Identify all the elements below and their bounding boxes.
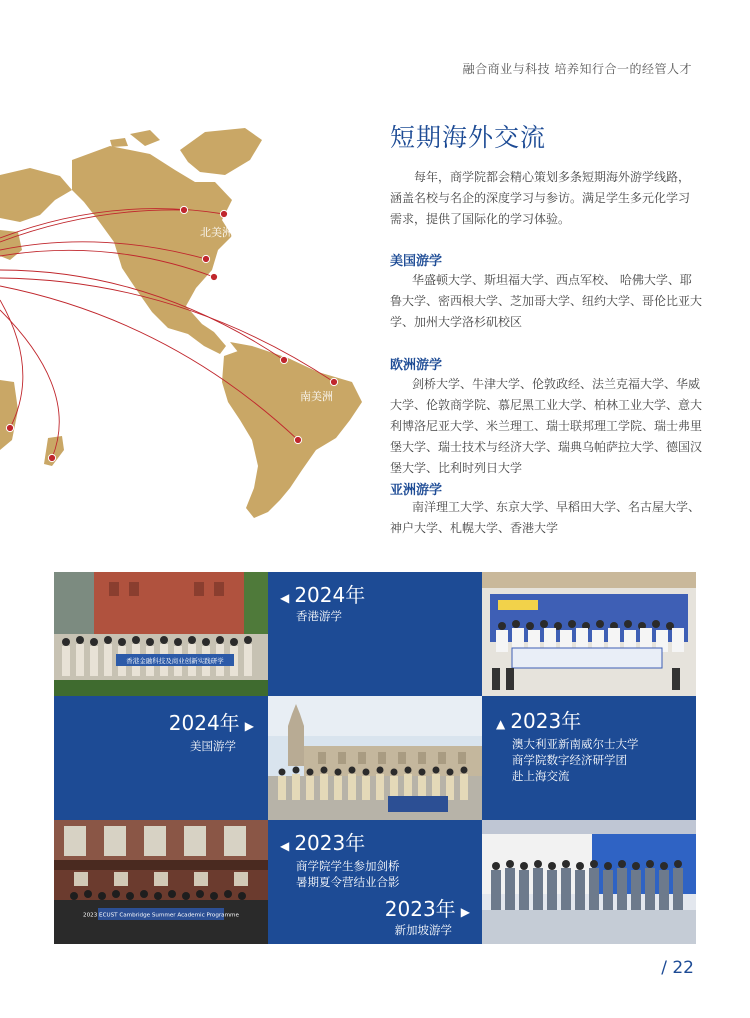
- asia-title: 亚洲游学: [390, 483, 443, 498]
- caption-au: [482, 696, 696, 820]
- photo-grid: [54, 572, 696, 946]
- caption-hk: [268, 572, 482, 696]
- caption-au-sub3: 赴上海交流: [512, 769, 570, 783]
- arrow-up-icon: ▲: [496, 717, 506, 731]
- banner-hk-text: 香港金融科技及商业创新实践研学: [126, 657, 224, 665]
- caption-cambridge-sg: [268, 820, 482, 944]
- usa-body: 华盛顿大学、斯坦福大学、西点军校、 哈佛大学、耶鲁大学、密西根大学、芝加哥大学、纽约大学、哥伦比亚大学、加州大学洛杉矶校区: [390, 273, 703, 329]
- caption-cam-sub1: 商学院学生参加剑桥: [296, 859, 400, 873]
- page-number: / 22: [661, 958, 694, 978]
- arrow-left-icon: ◀: [280, 839, 290, 853]
- photo-au-group: [482, 572, 696, 696]
- map-label-north-america: 北美洲: [200, 226, 233, 239]
- photo-hk-group: [54, 572, 268, 696]
- arrow-left-icon: ◀: [280, 591, 290, 605]
- caption-us-year: 2024年: [168, 711, 240, 735]
- tagline: 融合商业与科技 培养知行合一的经管人才: [462, 62, 692, 76]
- caption-us-sub: 美国游学: [190, 739, 236, 753]
- caption-hk-year: 2024年: [294, 583, 366, 607]
- photo-us-group: [268, 696, 482, 820]
- caption-sg-year: 2023年: [384, 897, 456, 921]
- photo-sg-group: [482, 820, 696, 944]
- caption-hk-sub: 香港游学: [296, 609, 342, 623]
- world-map: [0, 120, 370, 520]
- caption-sg-sub: 新加坡游学: [394, 923, 452, 937]
- caption-au-year: 2023年: [510, 709, 582, 733]
- map-label-south-america: 南美洲: [300, 390, 333, 403]
- photo-cambridge-group: [54, 820, 268, 944]
- asia-body: 南洋理工大学、东京大学、早稻田大学、名古屋大学、神户大学、札幌大学、香港大学: [390, 500, 701, 535]
- section-title: 短期海外交流: [390, 123, 547, 152]
- caption-cam-sub2: 暑期夏令营结业合影: [296, 875, 400, 889]
- usa-title: 美国游学: [390, 254, 443, 269]
- europe-body: 剑桥大学、牛津大学、伦敦政经、法兰克福大学、华威大学、伦敦商学院、慕尼黑工业大学、柏林工业大学、意大利博洛尼亚大学、米兰理工、瑞士联邦理工学院、瑞士弗里堡大学、瑞士技术与经济大学、瑞典乌帕萨拉大学、德国汉堡大学、比利时列日大学: [390, 377, 703, 475]
- arrow-right-icon: ▶: [244, 719, 254, 733]
- europe-title: 欧洲游学: [390, 358, 443, 373]
- section-intro: 每年，商学院都会精心策划多条短期海外游学线路，涵盖名校与名企的深度学习与参访。满足学生多元化学习需求，提供了国际化的学习体验。: [390, 170, 691, 226]
- arrow-right-icon: ▶: [460, 905, 470, 919]
- caption-cam-year: 2023年: [294, 831, 366, 855]
- caption-us: [54, 696, 268, 820]
- caption-au-sub2: 商学院数字经济研学团: [512, 753, 627, 767]
- banner-cam-text: 2023 ECUST Cambridge Summer Academic Programme: [83, 912, 239, 919]
- caption-au-sub1: 澳大利亚新南威尔士大学: [512, 737, 639, 751]
